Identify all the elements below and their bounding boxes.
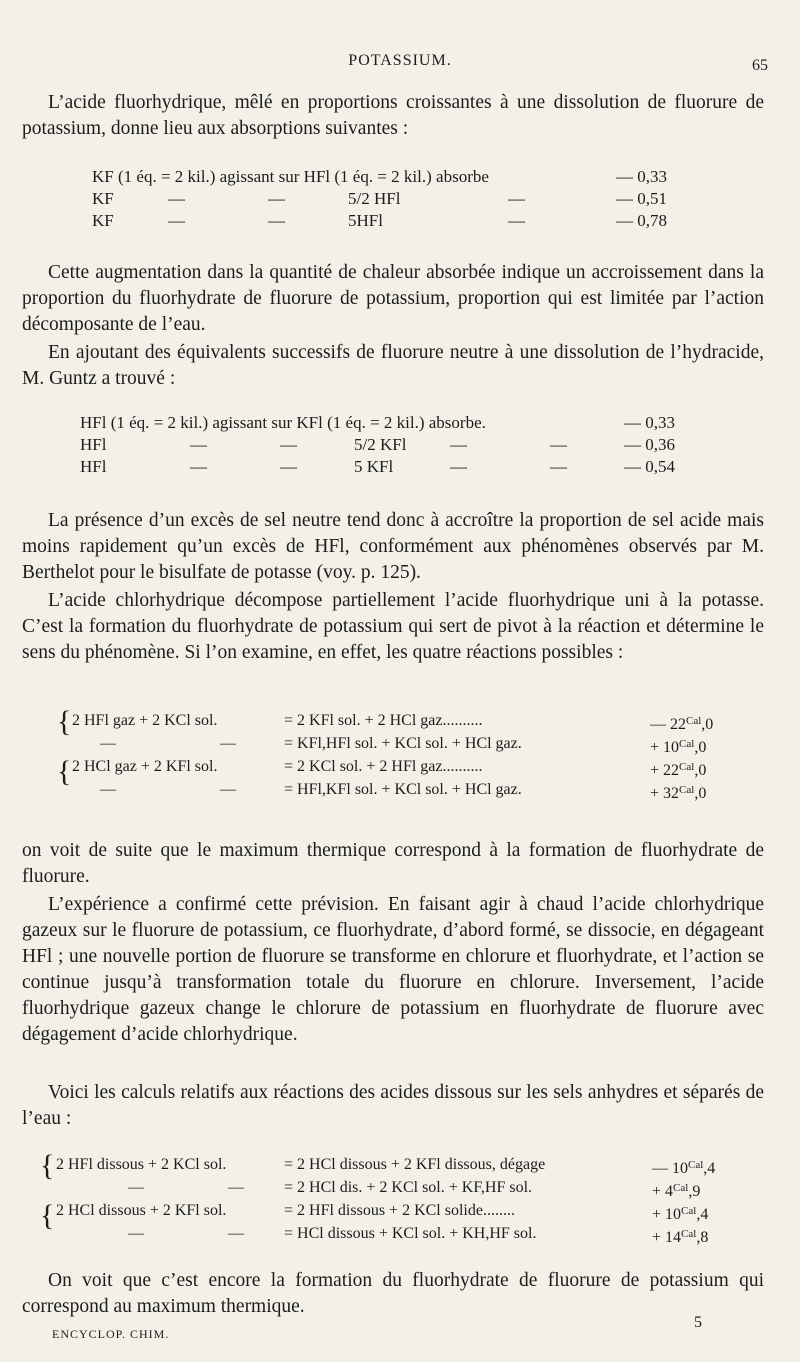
paragraph-text: On voit que c’est encore la formation du fluorhydrate de fluorure de potassium qui correspond au maximum thermique. xyxy=(22,1270,764,1317)
brace-icon: { xyxy=(40,1149,55,1182)
value-decimal: ,4 xyxy=(703,1160,716,1177)
running-header: POTASSIUM. xyxy=(348,52,452,69)
reaction-right: = 2 HCl dis. + 2 KCl sol. + KF,HF sol. xyxy=(284,1179,533,1196)
value-unit: Cal xyxy=(681,1228,697,1240)
value-unit: Cal xyxy=(679,761,695,773)
absorption-table-1 xyxy=(92,166,712,232)
table-cell: — xyxy=(508,189,525,208)
reaction-left: — xyxy=(128,1179,144,1196)
table-row xyxy=(80,456,720,478)
paragraph-text: Voici les calculs relatifs aux réactions des acides dissous sur les sels anhydres et séparés de l’eau : xyxy=(22,1082,764,1129)
reactions-table-1 xyxy=(72,710,752,802)
table-cell: — xyxy=(168,211,185,230)
table-cell: — xyxy=(190,457,207,476)
paragraph-text: on voit de suite que le maximum thermique correspond à la formation de fluorhydrate de fluorure. xyxy=(22,840,764,887)
reaction-right: = 2 KFl sol. + 2 HCl gaz.......... xyxy=(284,712,483,729)
paragraph-text: L’acide chlorhydrique décompose partiellement l’acide fluorhydrique uni à la potasse. C’est la formation du fluorhydrate de potassium qui sert de pivot à la réaction et détermine le sens du phénomène. Si l’on examine, en effet, les quatre réactions possibles : xyxy=(22,590,764,663)
paragraph-text: Cette augmentation dans la quantité de chaleur absorbée indique un accroissement dans la proportion du fluorhydrate de fluorure de potassium, proportion qui est limitée par l’action décomposante de l’eau. xyxy=(22,262,764,335)
value-number: + 10 xyxy=(652,1206,682,1223)
reaction-right: = KFl,HFl sol. + KCl sol. + HCl gaz. xyxy=(284,735,522,752)
table-row xyxy=(92,166,712,188)
reaction-value xyxy=(650,779,706,805)
paragraph-6 xyxy=(22,838,764,890)
paragraph-8 xyxy=(22,1080,764,1132)
reaction-left: 2 HFl dissous + 2 KCl sol. xyxy=(56,1156,227,1173)
table-row xyxy=(92,210,712,232)
value-number: + 22 xyxy=(650,762,680,779)
table-row xyxy=(56,1223,766,1246)
brace-icon: { xyxy=(57,755,72,788)
table-cell: — xyxy=(168,189,185,208)
value-decimal: ,9 xyxy=(688,1183,701,1200)
value-number: + 10 xyxy=(650,739,680,756)
value-decimal: ,8 xyxy=(696,1229,709,1246)
table-cell: — xyxy=(550,435,567,454)
reaction-left: — xyxy=(128,1225,144,1242)
table-row xyxy=(56,1177,766,1200)
value-decimal: ,0 xyxy=(694,739,707,756)
reaction-left: — xyxy=(100,735,116,752)
value-number: — 22 xyxy=(650,716,686,733)
reaction-left: — xyxy=(100,781,116,798)
table-value: — 0,33 xyxy=(616,167,667,186)
reaction-left: 2 HFl gaz + 2 KCl sol. xyxy=(72,712,218,729)
value-number: + 4 xyxy=(652,1183,674,1200)
table-cell: 5/2 HFl xyxy=(348,189,401,208)
table-row xyxy=(72,710,752,733)
paragraph-9 xyxy=(22,1268,764,1320)
paragraph-1 xyxy=(22,90,764,142)
value-unit: Cal xyxy=(686,715,702,727)
signature-number: 5 xyxy=(694,1314,702,1331)
absorption-table-2 xyxy=(80,412,720,478)
reaction-left: 2 HCl gaz + 2 KFl sol. xyxy=(72,758,218,775)
value-decimal: ,0 xyxy=(694,762,707,779)
value-decimal: ,0 xyxy=(701,716,714,733)
table-cell: 5 KFl xyxy=(354,457,394,476)
reaction-left: — xyxy=(220,735,236,752)
table-row xyxy=(56,1154,766,1177)
table-value: — 0,51 xyxy=(616,189,667,208)
paragraph-7 xyxy=(22,892,764,1048)
reaction-right: = HCl dissous + KCl sol. + KH,HF sol. xyxy=(284,1225,537,1242)
footer-signature: ENCYCLOP. CHIM. xyxy=(52,1327,170,1341)
brace-icon: { xyxy=(57,705,72,738)
table-value: — 0,78 xyxy=(616,211,667,230)
table-cell: HFl (1 éq. = 2 kil.) agissant sur KFl (1 éq. = 2 kil.) absorbe. xyxy=(80,413,486,432)
value-unit: Cal xyxy=(681,1205,697,1217)
page-number: 65 xyxy=(752,57,768,74)
table-row xyxy=(72,779,752,802)
table-value: — 0,36 xyxy=(624,435,675,454)
table-cell: — xyxy=(450,435,467,454)
reaction-right: = HFl,KFl sol. + KCl sol. + HCl gaz. xyxy=(284,781,522,798)
reaction-left: — xyxy=(220,781,236,798)
table-cell: — xyxy=(280,457,297,476)
table-row xyxy=(92,188,712,210)
paragraph-2 xyxy=(22,260,764,338)
reaction-left: — xyxy=(228,1179,244,1196)
table-cell: — xyxy=(280,435,297,454)
reaction-left: 2 HCl dissous + 2 KFl sol. xyxy=(56,1202,227,1219)
value-number: — 10 xyxy=(652,1160,688,1177)
table-row xyxy=(72,756,752,779)
table-cell: HFl xyxy=(80,457,107,476)
brace-icon: { xyxy=(40,1199,55,1232)
paragraph-text: En ajoutant des équivalents successifs de fluorure neutre à une dissolution de l’hydracide, M. Guntz a trouvé : xyxy=(22,342,764,389)
table-cell: KF xyxy=(92,189,114,208)
paragraph-text: L’acide fluorhydrique, mêlé en proportions croissantes à une dissolution de fluorure de potassium, donne lieu aux absorptions suivantes : xyxy=(22,92,764,139)
value-unit: Cal xyxy=(673,1182,689,1194)
table-cell: — xyxy=(508,211,525,230)
table-row xyxy=(56,1200,766,1223)
table-value: — 0,54 xyxy=(624,457,675,476)
table-cell: 5HFl xyxy=(348,211,383,230)
reaction-value xyxy=(652,1223,708,1249)
paragraph-5 xyxy=(22,588,764,666)
table-row xyxy=(80,412,720,434)
paragraph-3 xyxy=(22,340,764,392)
table-row xyxy=(80,434,720,456)
paragraph-text: L’expérience a confirmé cette prévision. En faisant agir à chaud l’acide chlorhydrique gazeux sur le fluorure de potassium, ce fluorhydrate, d’abord formé, se dissocie, en dégageant HFl ; une nouvelle portion de fluorure se transforme en chlorure et fluorhydrate, et l’action se continue jusqu’à transformation totale du fluorure en chlorure. Inversement, l’acide fluorhydrique gazeux change le chlorure de potassium en fluorhydrate de fluorure avec dégagement d’acide chlorhydrique. xyxy=(22,894,764,1045)
table-cell: 5/2 KFl xyxy=(354,435,407,454)
value-unit: Cal xyxy=(688,1159,704,1171)
reaction-right: = 2 HFl dissous + 2 KCl solide........ xyxy=(284,1202,515,1219)
reactions-table-2 xyxy=(56,1154,766,1246)
table-cell: KF xyxy=(92,211,114,230)
table-cell: KF (1 éq. = 2 kil.) agissant sur HFl (1 éq. = 2 kil.) absorbe xyxy=(92,167,489,186)
reaction-left: — xyxy=(228,1225,244,1242)
table-cell: — xyxy=(450,457,467,476)
table-row xyxy=(72,733,752,756)
table-value: — 0,33 xyxy=(624,413,675,432)
value-number: + 32 xyxy=(650,785,680,802)
table-cell: — xyxy=(550,457,567,476)
value-decimal: ,0 xyxy=(694,785,707,802)
reaction-right: = 2 KCl sol. + 2 HFl gaz.......... xyxy=(284,758,483,775)
table-cell: — xyxy=(268,211,285,230)
table-cell: — xyxy=(268,189,285,208)
table-cell: — xyxy=(190,435,207,454)
value-number: + 14 xyxy=(652,1229,682,1246)
table-cell: HFl xyxy=(80,435,107,454)
value-unit: Cal xyxy=(679,784,695,796)
paragraph-text: La présence d’un excès de sel neutre tend donc à accroître la proportion de sel acide mais moins rapidement qu’un excès de HFl, conformément aux phénomènes observés par M. Berthelot pour le bisulfate de potasse (voy. p. 125). xyxy=(22,510,764,583)
paragraph-4 xyxy=(22,508,764,586)
value-decimal: ,4 xyxy=(696,1206,709,1223)
value-unit: Cal xyxy=(679,738,695,750)
reaction-right: = 2 HCl dissous + 2 KFl dissous, dégage xyxy=(284,1156,546,1173)
